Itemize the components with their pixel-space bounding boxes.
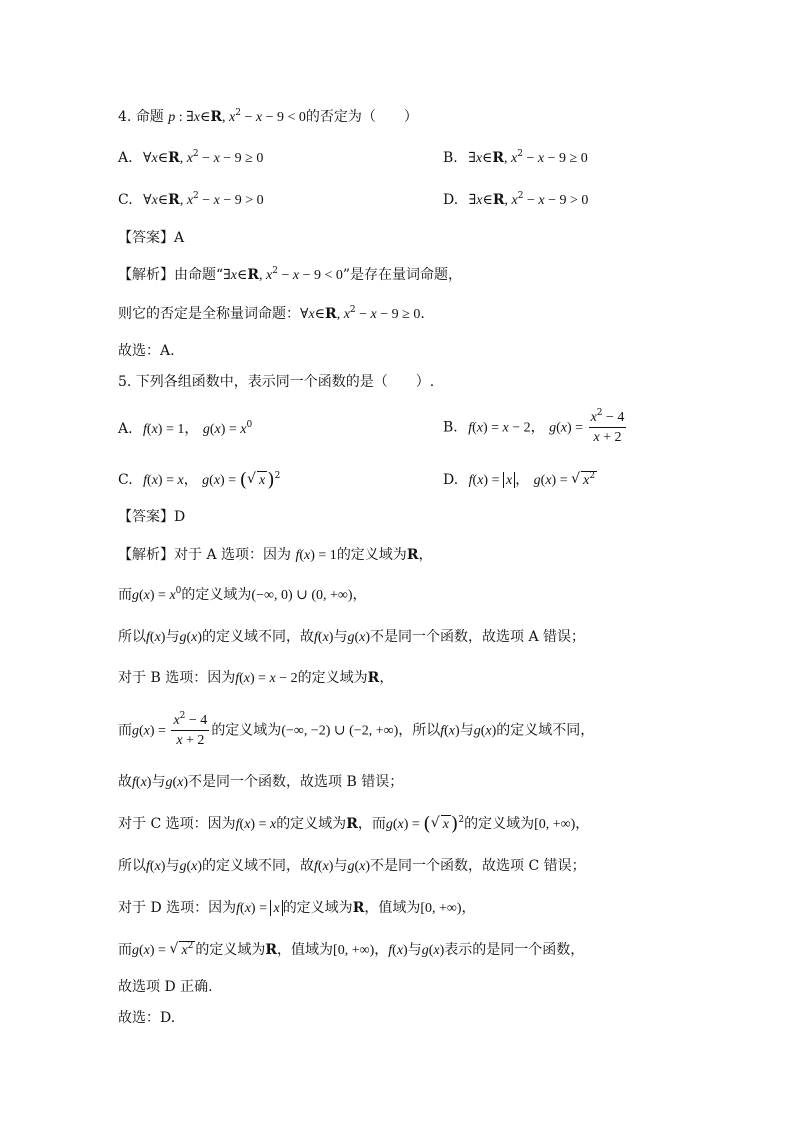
q5-option-a: A. f(x) = 1， $g(x) = x^0$ (118, 420, 253, 437)
q4-stem: 4. 命题 p : ∃x∈R, $x^2 - x - 9 < 0$的否定为（ ） (118, 108, 418, 125)
q5-option-d: D. f(x) = x ， g(x) = √ $x^2$ (443, 469, 597, 492)
q5-analysis-d2: 而g(x) = √ $x^2$ 的定义域为R，值域为[0, +∞)，f(x)与g(x)表示的是同一个函数， (118, 939, 584, 962)
q5-analysis-d4: 故选：D. (118, 1010, 176, 1026)
q5-analysis-d3: 故选项 D 正确. (118, 979, 213, 995)
q4-analysis-3: 故选：A. (118, 343, 175, 359)
q5-analysis-a3: 所以f(x)与g(x)的定义域不同，故f(x)与g(x)不是同一个函数，故选项 A 错误； (118, 629, 586, 645)
q4-option-d: D. ∃x∈R, $x^2 - x - 9 > 0$ (443, 191, 589, 208)
q5-analysis-b3: 故f(x)与g(x)不是同一个函数，故选项 B 错误； (118, 774, 404, 790)
q5-analysis-b2: 而g(x) = $\frac{x^2 - 4}{x + 2}$ 的定义域为(−∞, −2) ∪ (−2, +∞)，所以f(x)与g(x)的定义域不同， (118, 711, 595, 748)
q5-analysis-b1: 对于 B 选项：因为f(x) = x − 2的定义域为R， (118, 670, 394, 686)
q5-answer: 【答案】D (118, 509, 186, 525)
q4-option-c: C. ∀x∈R, $x^2 - x - 9 > 0$ (118, 191, 264, 208)
q5-option-b: B. f(x) = x − 2， g(x) = $\frac{x^2 - 4}{x + 2}$ (443, 408, 625, 445)
q4-answer: 【答案】A (118, 230, 185, 246)
q5-option-c: C. f(x) = x， g(x) = (√ x )$^2$ (118, 469, 280, 492)
q5-analysis-a2: 而$g(x) = x^0$的定义域为(−∞, 0) ∪ (0, +∞)， (118, 586, 367, 603)
q5-analysis-c2: 所以f(x)与g(x)的定义域不同，故f(x)与g(x)不是同一个函数，故选项 C 错误； (118, 858, 586, 874)
q4-analysis-1: 【解析】由命题“∃x∈R, $x^2 - x - 9 < 0$”是存在量词命题， (118, 266, 463, 283)
q4-option-a: A. ∀x∈R, $x^2 - x - 9 \ge 0$ (118, 149, 264, 166)
q4-option-b: B. ∃x∈R, $x^2 - x - 9 \ge 0$ (443, 149, 588, 166)
q4-analysis-2: 则它的否定是全称量词命题：∀x∈R, $x^2 - x - 9 \ge 0$. (118, 305, 425, 322)
q5-analysis-c1: 对于 C 选项：因为f(x) = x的定义域为R，而g(x) = (√ x )$^2$的定义域为[0, +∞)， (118, 813, 589, 836)
q5-analysis-d1: 对于 D 选项：因为f(x) = x 的定义域为R，值域为[0, +∞)， (118, 900, 476, 916)
q5-stem: 5. 下列各组函数中，表示同一个函数的是（ ）. (118, 374, 435, 390)
q5-analysis-a1: 【解析】对于 A 选项：因为 f(x) = 1的定义域为R， (118, 547, 433, 563)
